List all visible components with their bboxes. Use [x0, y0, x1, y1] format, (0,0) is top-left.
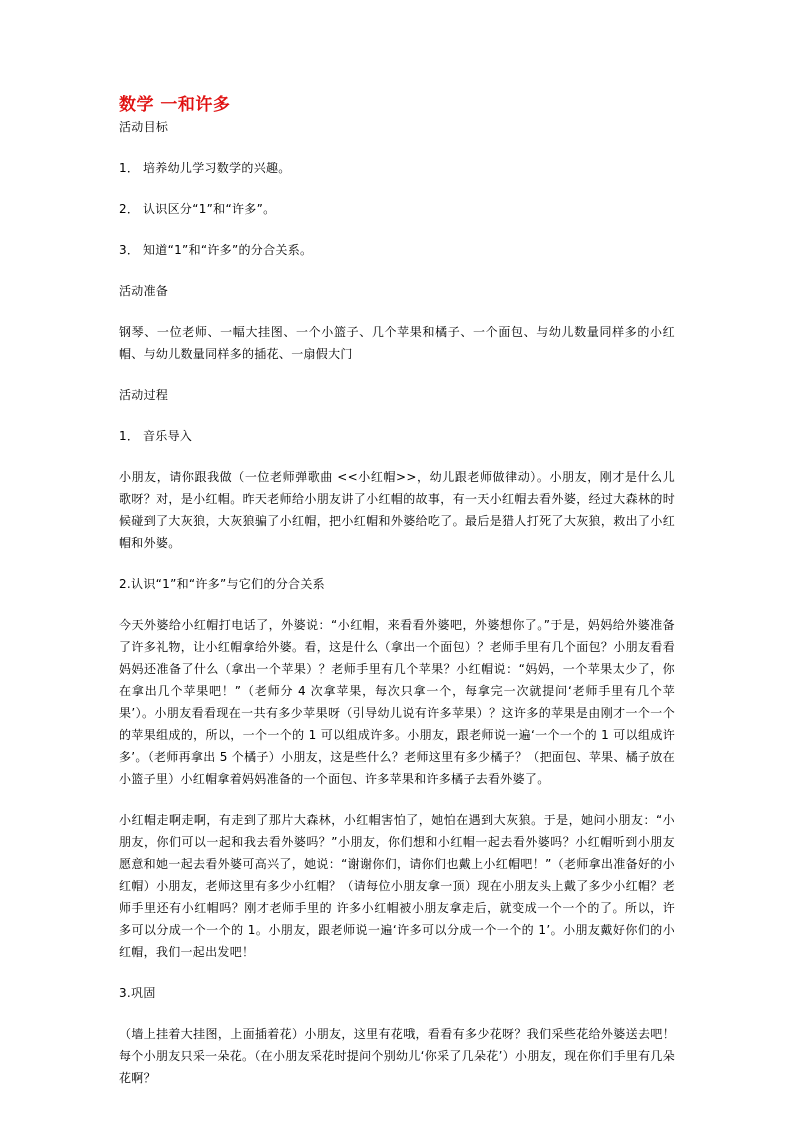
step3-paragraph: （墙上挂着大挂图，上面插着花）小朋友，这里有花哦，看看有多少花呀？我们采些花给外婆送去吧！每个小朋友只采一朵花。（在小朋友采花时提问个别幼儿‘你采了几朵花’）小朋友，现在你们手里有几朵花啊？	[119, 1027, 675, 1085]
step1-heading	[119, 425, 675, 447]
step-text: 音乐导入	[143, 429, 193, 443]
step3-heading: 3.巩固	[119, 986, 156, 1000]
goal-number: 3．	[119, 243, 140, 257]
goal-text: 认识区分“1”和“许多”。	[143, 202, 276, 216]
step2-heading: 2.认识“1”和“许多”与它们的分合关系	[119, 577, 325, 591]
goal-item	[119, 198, 675, 220]
process-heading: 活动过程	[119, 388, 169, 402]
step1-paragraph: 小朋友，请你跟我做（一位老师弹歌曲 <<小红帽>>，幼儿跟老师做律动）。小朋友，刚才是什么儿歌呀？对，是小红帽。昨天老师给小朋友讲了小红帽的故事，有一天小红帽去看外婆，经过大森林的时候碰到了大灰狼，大灰狼骗了小红帽，把小红帽和外婆给吃了。最后是猎人打死了大灰狼，救出了小红帽和外婆。	[119, 470, 675, 550]
prep-paragraph: 钢琴、一位老师、一幅大挂图、一个小篮子、几个苹果和橘子、一个面包、与幼儿数量同样多的小红帽、与幼儿数量同样多的插花、一扇假大门	[119, 325, 675, 361]
prep-heading: 活动准备	[119, 284, 169, 298]
step2-paragraph-2: 小红帽走啊走啊，有走到了那片大森林，小红帽害怕了，她怕在遇到大灰狼。于是，她问小朋友：“小朋友，你们可以一起和我去看外婆吗？”小朋友，你们想和小红帽一起去看外婆吗？小红帽听到小朋友愿意和她一起去看外婆可高兴了，她说：“谢谢你们，请你们也戴上小红帽吧！”（老师拿出准备好的小红帽）小朋友，老师这里有多少小红帽？（请每位小朋友拿一顶）现在小朋友头上戴了多少小红帽？老师手里还有小红帽吗？刚才老师手里的 许多小红帽被小朋友拿走后，就变成一个一个的了。所以，许多可以分成一个一个的 1。小朋友，跟老师说一遍‘许多可以分成一个一个的 1’。小朋友戴好你们的小红帽，我们一起出发吧！	[119, 813, 675, 959]
document-title: 数学 一和许多	[119, 95, 231, 115]
step-number: 1．	[119, 429, 140, 443]
step2-paragraph-1: 今天外婆给小红帽打电话了，外婆说：“小红帽，来看看外婆吧，外婆想你了。”于是，妈妈给外婆准备了许多礼物，让小红帽拿给外婆。看，这是什么（拿出一个面包）？老师手里有几个面包？小朋友看看妈妈还准备了什么（拿出一个苹果）？老师手里有几个苹果？小红帽说：“妈妈，一个苹果太少了，你在拿出几个苹果吧！”（老师分 4 次拿苹果，每次只拿一个，每拿完一次就提问‘老师手里有几个苹果’）。小朋友看看现在一共有多少苹果呀（引导幼儿说有许多苹果）？这许多的苹果是由刚才一个一个的苹果组成的，所以，一个一个的 1 可以组成许多。小朋友，跟老师说一遍‘一个一个的 1 可以组成许多’。（老师再拿出 5 个橘子）小朋友，这是些什么？老师这里有多少橘子？（把面包、苹果、橘子放在小篮子里）小红帽拿着妈妈准备的一个面包、许多苹果和许多橘子去看外婆了。	[119, 618, 675, 786]
goal-text: 知道“1”和“许多”的分合关系。	[143, 243, 313, 257]
goals-heading: 活动目标	[119, 120, 169, 134]
goal-number: 1．	[119, 161, 140, 175]
goal-item	[119, 157, 675, 179]
goal-number: 2．	[119, 202, 140, 216]
goal-text: 培养幼儿学习数学的兴趣。	[143, 161, 291, 175]
goal-item	[119, 239, 675, 261]
document-page	[119, 94, 675, 1089]
